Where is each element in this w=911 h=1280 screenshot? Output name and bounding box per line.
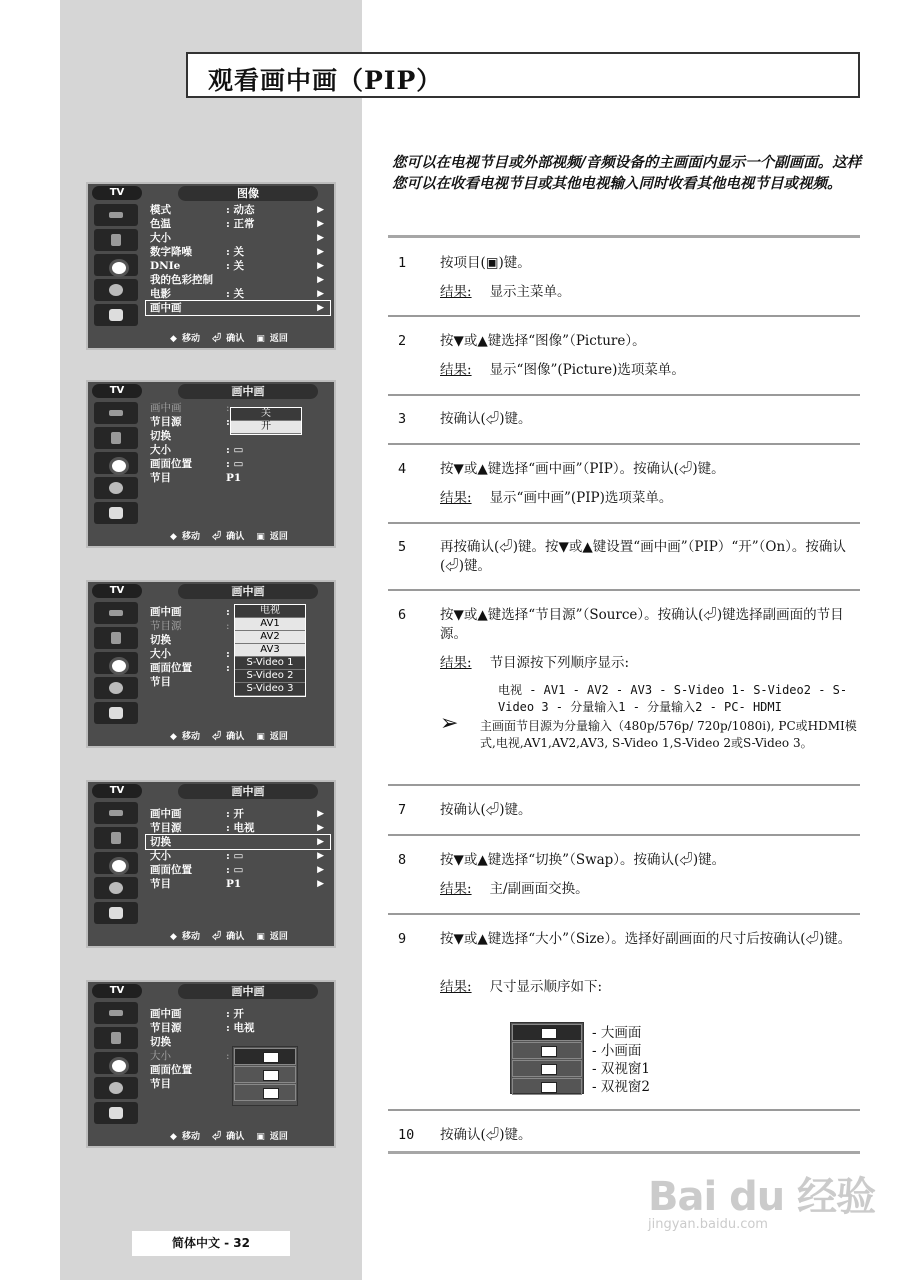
divider — [388, 315, 860, 317]
tv-label: TV — [92, 984, 142, 998]
size-small-icon — [512, 1042, 582, 1059]
setup-icon — [94, 1102, 138, 1124]
picture-icon — [94, 827, 138, 849]
menu-icons — [92, 402, 140, 532]
input-icon — [94, 402, 138, 424]
sound-icon — [94, 652, 138, 674]
menu-title: 画中画 — [178, 784, 318, 799]
input-icon — [94, 802, 138, 824]
sound-icon — [94, 452, 138, 474]
popup-option[interactable]: 开 — [231, 421, 301, 434]
menu-row[interactable]: 画中画 : 开 — [150, 1008, 245, 1020]
menu-row[interactable]: 画中画 : 开 ▶ — [150, 808, 324, 820]
menu-icons — [92, 802, 140, 932]
divider — [388, 784, 860, 786]
arrow-note-icon: ➢ — [440, 711, 459, 736]
size-large-icon — [512, 1024, 582, 1041]
menu-icons — [92, 204, 140, 334]
popup-option[interactable]: AV1 — [235, 618, 305, 631]
menu-row[interactable]: 色温 : 正常 ▶ — [150, 218, 324, 230]
menu-title: 图像 — [178, 186, 318, 201]
menu-row[interactable]: 切换 — [150, 430, 171, 442]
menu-row[interactable]: 节目 P1 ▶ — [150, 878, 324, 890]
tv-label: TV — [92, 784, 142, 798]
menu-footer: ◆ 移动 ⏎ 确认 ▣ 返回 — [170, 334, 288, 344]
menu-row[interactable]: 数字降噪 : 关 ▶ — [150, 246, 324, 258]
page-title: 观看画中画（PIP） — [208, 66, 443, 95]
popup-option[interactable]: AV3 — [235, 644, 305, 657]
setup-icon — [94, 702, 138, 724]
pip-source-popup — [234, 604, 306, 697]
menu-row[interactable]: 大小 : ▭ — [150, 444, 244, 456]
tv-label: TV — [92, 584, 142, 598]
tv-menu-pip-swap — [86, 780, 336, 948]
menu-row[interactable]: 切换 — [150, 1036, 171, 1048]
menu-row[interactable]: 节目源 : — [150, 620, 230, 632]
size-order-list: - 大画面 - 小画面 - 双视窗1 - 双视窗2 — [592, 1025, 650, 1095]
channel-icon — [94, 477, 138, 499]
sound-icon — [94, 852, 138, 874]
menu-row[interactable]: 大小 : ▭ ▶ — [150, 850, 324, 862]
menu-row-selected[interactable]: 画中画 ▶ — [146, 301, 330, 315]
divider — [388, 443, 860, 445]
input-icon — [94, 204, 138, 226]
page-title-box — [186, 52, 860, 98]
menu-footer: ◆ 移动 ⏎ 确认 ▣ 返回 — [170, 532, 288, 542]
channel-icon — [94, 279, 138, 301]
menu-row[interactable]: 节目 — [150, 676, 171, 688]
tv-menu-pip-size — [86, 980, 336, 1148]
menu-row[interactable]: 画面位置 : ▭ ▶ — [150, 864, 324, 876]
page-number-tag: 简体中文 - 32 — [132, 1231, 290, 1256]
intro-paragraph: 您可以在电视节目或外部视频/音频设备的主画面内显示一个副画面。这样您可以在收看电视节目或其他电视输入同时收看其他电视节目或视频。 — [392, 154, 862, 192]
divider — [388, 834, 860, 836]
tv-menu-picture — [86, 182, 336, 350]
size-option-dual1[interactable] — [234, 1084, 296, 1101]
picture-icon — [94, 229, 138, 251]
menu-title: 画中画 — [178, 984, 318, 999]
menu-row[interactable]: 节目源 : — [150, 416, 230, 428]
sound-icon — [94, 254, 138, 276]
picture-icon — [94, 1027, 138, 1049]
size-option-large[interactable] — [234, 1048, 296, 1065]
divider — [388, 1109, 860, 1111]
popup-option[interactable]: 关 — [231, 408, 301, 421]
divider — [388, 589, 860, 591]
size-popup — [232, 1046, 298, 1106]
menu-row[interactable]: 节目 — [150, 1078, 171, 1090]
setup-icon — [94, 304, 138, 326]
tv-label: TV — [92, 384, 142, 398]
menu-row[interactable]: 节目源 : 电视 ▶ — [150, 822, 324, 834]
menu-row-selected[interactable]: 切换 ▶ — [146, 835, 330, 849]
menu-icons — [92, 1002, 140, 1132]
popup-option[interactable]: 电视 — [235, 605, 305, 618]
picture-icon — [94, 627, 138, 649]
menu-row[interactable]: 画中画 : — [150, 606, 230, 618]
sound-icon — [94, 1052, 138, 1074]
menu-row[interactable]: 大小 ▶ — [150, 232, 324, 244]
popup-option[interactable]: S-Video 1 — [235, 657, 305, 670]
watermark: Bai du 经验 jingyan.baidu.com — [648, 1174, 876, 1232]
divider — [388, 394, 860, 396]
menu-row[interactable]: 画面位置 — [150, 1064, 192, 1076]
setup-icon — [94, 502, 138, 524]
tv-label: TV — [92, 186, 142, 200]
menu-row[interactable]: 电影 : 关 ▶ — [150, 288, 324, 300]
tv-menu-pip-source — [86, 580, 336, 748]
size-order-diagram — [510, 1022, 584, 1094]
tv-menu-pip-onoff — [86, 380, 336, 548]
menu-footer: ◆ 移动 ⏎ 确认 ▣ 返回 — [170, 932, 288, 942]
menu-row[interactable]: 大小 : — [150, 1050, 230, 1062]
size-option-small[interactable] — [234, 1066, 296, 1083]
picture-icon — [94, 427, 138, 449]
channel-icon — [94, 677, 138, 699]
channel-icon — [94, 877, 138, 899]
menu-row[interactable]: 大小 : — [150, 648, 230, 660]
menu-row[interactable]: DNIe : 关 ▶ — [150, 260, 324, 272]
menu-footer: ◆ 移动 ⏎ 确认 ▣ 返回 — [170, 1132, 288, 1142]
popup-option[interactable]: S-Video 2 — [235, 670, 305, 683]
menu-row[interactable]: 画中画 : — [150, 402, 230, 414]
menu-title: 画中画 — [178, 384, 318, 399]
input-icon — [94, 1002, 138, 1024]
size-dual1-icon — [512, 1060, 582, 1077]
divider — [388, 913, 860, 915]
setup-icon — [94, 902, 138, 924]
input-icon — [94, 602, 138, 624]
divider — [388, 522, 860, 524]
menu-row[interactable]: 我的色彩控制 ▶ — [150, 274, 324, 286]
popup-option[interactable]: AV2 — [235, 631, 305, 644]
divider — [388, 235, 860, 238]
channel-icon — [94, 1077, 138, 1099]
menu-row[interactable]: 画面位置 : — [150, 662, 230, 674]
pip-onoff-popup — [230, 407, 302, 435]
size-dual2-icon — [512, 1078, 582, 1095]
menu-row[interactable]: 画面位置 : ▭ — [150, 458, 244, 470]
menu-row[interactable]: 节目源 : 电视 — [150, 1022, 255, 1034]
menu-row[interactable]: 节目 P1 — [150, 472, 242, 484]
menu-footer: ◆ 移动 ⏎ 确认 ▣ 返回 — [170, 732, 288, 742]
menu-row[interactable]: 切换 — [150, 634, 171, 646]
menu-row[interactable]: 模式 : 动态 ▶ — [150, 204, 324, 216]
menu-title: 画中画 — [178, 584, 318, 599]
menu-icons — [92, 602, 140, 732]
divider — [388, 1151, 860, 1154]
popup-option[interactable]: S-Video 3 — [235, 683, 305, 696]
